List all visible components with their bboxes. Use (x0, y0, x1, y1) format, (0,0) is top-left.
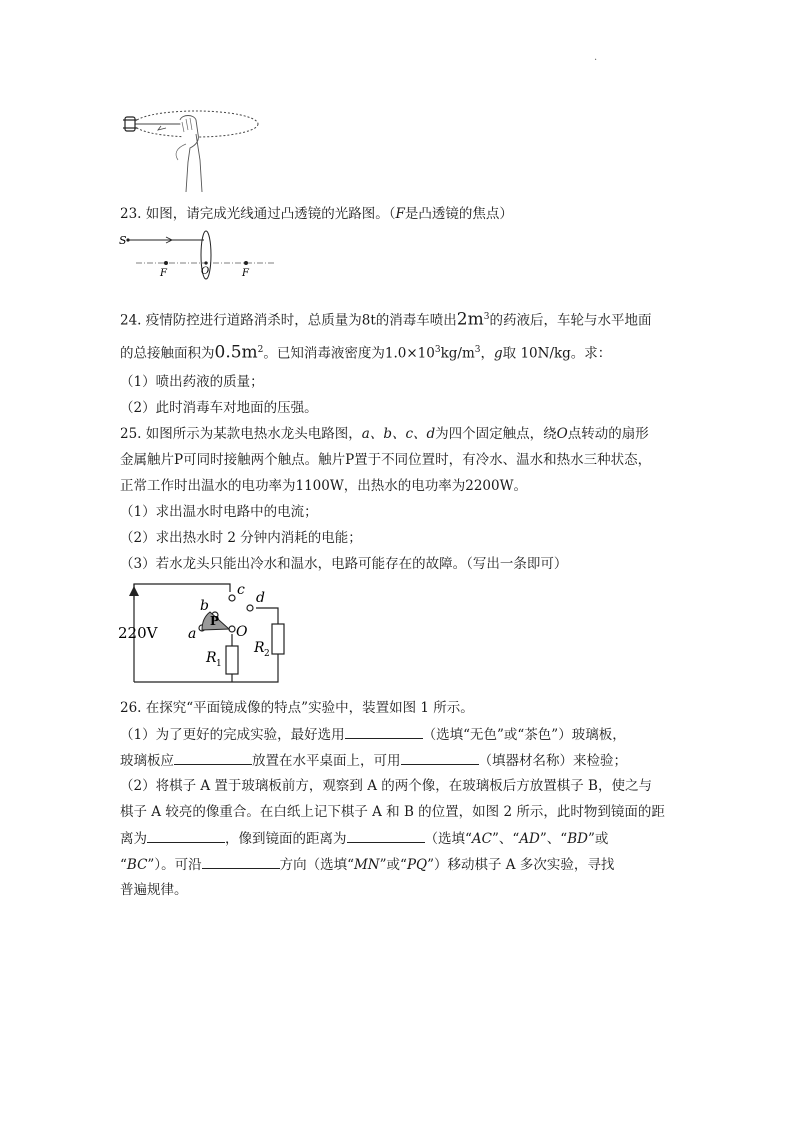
q25-vars: a、b、c、d (361, 426, 436, 442)
q24-density-unit-exp: 3 (474, 345, 481, 355)
q26-line3-a: 玻璃板应 (120, 753, 174, 769)
q26-line3-c: （填器材名称）来检验； (478, 753, 627, 769)
q26-line3-b: 放置在水平桌面上，可用 (252, 753, 401, 769)
answer-blank-1[interactable] (345, 724, 423, 739)
q24-line2 (120, 340, 611, 364)
q26-line6-a: 离为 (120, 831, 147, 847)
label-r1-sub: 1 (216, 659, 222, 669)
q26-line8: 普遍规律。 (120, 882, 188, 898)
q24-volume-exp: 3 (483, 312, 490, 322)
header-mark: . (594, 52, 598, 63)
lens-diagram (116, 228, 276, 280)
q26-line7-c: 方向（选填“ (279, 857, 354, 873)
q26-line7-b: ”）。可沿 (147, 857, 202, 873)
q26-line3 (120, 750, 627, 771)
wire-bottom-right (232, 654, 278, 682)
focus-left (164, 261, 168, 265)
option-bd: BD (567, 831, 588, 847)
q26-line2 (120, 724, 626, 745)
q25-line1-b: 为四个固定触点，绕 (435, 426, 557, 442)
label-o: O (201, 266, 210, 277)
q26-line7-a: “ (120, 857, 127, 873)
option-mn: MN (353, 857, 380, 873)
q26-line6 (120, 828, 608, 849)
label-p: P (210, 614, 220, 628)
label-b: b (200, 598, 209, 614)
q25-line2: 金属触片P可同时接触两个触点。触片P置于不同位置时，有冷水、温水和热水三种状态， (120, 452, 652, 468)
pivot-o (229, 626, 235, 632)
q24-line2-a: 的总接触面积为 (120, 345, 215, 362)
label-o: O (236, 624, 248, 640)
voltage-label: 220V (118, 624, 158, 642)
q26-line7-d: ”或“ (379, 857, 407, 873)
resistor-r2 (272, 624, 284, 654)
q25-line1-c: 点转动的扇形 (567, 426, 649, 442)
label-r2: R (254, 640, 265, 656)
answer-blank-5[interactable] (347, 828, 425, 843)
label-r2-sub: 2 (264, 649, 270, 659)
q24-area: 0.5m (214, 342, 258, 363)
q24-area-exp: 2 (257, 345, 264, 355)
option-pq: PQ (406, 857, 428, 873)
answer-blank-2[interactable] (174, 750, 252, 765)
label-a: a (188, 626, 197, 642)
answer-blank-4[interactable] (147, 828, 225, 843)
q25-var-o: O (556, 426, 568, 442)
q25-sub2: （2）求出热水时 2 分钟内消耗的电能； (120, 530, 362, 546)
label-d: d (256, 590, 265, 606)
circuit-diagram (118, 578, 298, 690)
q26-line2-a: （1）为了更好的完成实验，最好选用 (120, 727, 345, 743)
top-figure (116, 104, 266, 194)
focus-right (244, 261, 248, 265)
answer-blank-6[interactable] (202, 854, 280, 869)
rubber-object-icon (123, 117, 137, 131)
q24-line2-c: ， (480, 345, 494, 362)
q26-line6-d: ”或 (587, 831, 609, 847)
q25-line1 (120, 424, 649, 444)
q24-line2-b: 。已知消毒液密度为 (263, 345, 385, 362)
voltage-arrow (129, 586, 139, 596)
point-s (126, 238, 129, 241)
q25-sub1: （1）求出温水时电路中的电流； (120, 504, 318, 520)
q24-line2-d: 取 10N/kg。求： (502, 345, 612, 362)
q24-density: 1.0×10 (384, 345, 435, 362)
label-s: S (119, 234, 127, 247)
q26-line7-e: ”）移动棋子 A 多次实验，寻找 (427, 857, 615, 873)
q25-line1-a: 25. 如图所示为某款电热水龙头电路图， (120, 426, 362, 442)
q24-sub2: （2）此时消毒车对地面的压强。 (120, 400, 318, 416)
option-ac: AC (471, 831, 492, 847)
q24-density-unit: kg/m (440, 345, 475, 362)
sep-1: ”、“ (492, 831, 520, 847)
q24-density-exp: 3 (434, 345, 441, 355)
q23-text-a: 23. 如图，请完成光线通过凸透镜的光路图。（ (120, 206, 396, 222)
contact-c (229, 595, 235, 601)
answer-blank-3[interactable] (401, 750, 479, 765)
q23-var-f: F (395, 206, 405, 222)
q26-line4: （2）将棋子 A 置于玻璃板前方，观察到 A 的两个像，在玻璃板后方放置棋子 B，使之与 (120, 778, 652, 794)
label-f-right: F (242, 268, 249, 279)
label-r1: R (206, 650, 217, 666)
q26-line5: 棋子 A 较亮的像重合。在白纸上记下棋子 A 和 B 的位置，如图 2 所示，此时物到镜面的距 (120, 804, 665, 820)
q25-sub3: （3）若水龙头只能出冷水和温水，电路可能存在的故障。（写出一条即可） (120, 556, 568, 572)
label-c: c (237, 582, 245, 598)
q26-line6-c: （选填“ (424, 831, 472, 847)
optical-center (204, 261, 207, 264)
sep-2: ”、“ (539, 831, 568, 847)
resistor-r1 (226, 646, 238, 674)
q23-text-tail: 是凸透镜的焦点） (404, 206, 513, 222)
q25-line3: 正常工作时出温水的电功率为1100W，出热水的电功率为2200W。 (120, 478, 527, 494)
label-f-left: F (160, 268, 167, 279)
q24-var-g: g (494, 345, 503, 362)
option-bc: BC (126, 857, 148, 873)
q24-volume: 2m (456, 309, 484, 330)
q26-line1: 26. 在探究“平面镜成像的特点”实验中，装置如图 1 所示。 (120, 700, 474, 716)
q26-line7 (120, 854, 614, 875)
q24-sub1: （1）喷出药液的质量； (120, 374, 264, 390)
q26-line6-b: ，像到镜面的距离为 (225, 831, 347, 847)
q24-line1-a: 24. 疫情防控进行道路消杀时，总质量为8t的消毒车喷出 (120, 312, 457, 329)
q24-line1-b: 的药液后，车轮与水平地面 (489, 312, 652, 329)
q23-text (120, 204, 513, 224)
q24-line1 (120, 307, 651, 331)
q26-line2-b: （选填“无色”或“茶色”）玻璃板， (422, 727, 626, 743)
option-ad: AD (519, 831, 540, 847)
hand-icon (176, 116, 202, 193)
wire-r2-top (256, 608, 278, 624)
contact-d (247, 605, 253, 611)
arrow-mark (158, 126, 166, 130)
